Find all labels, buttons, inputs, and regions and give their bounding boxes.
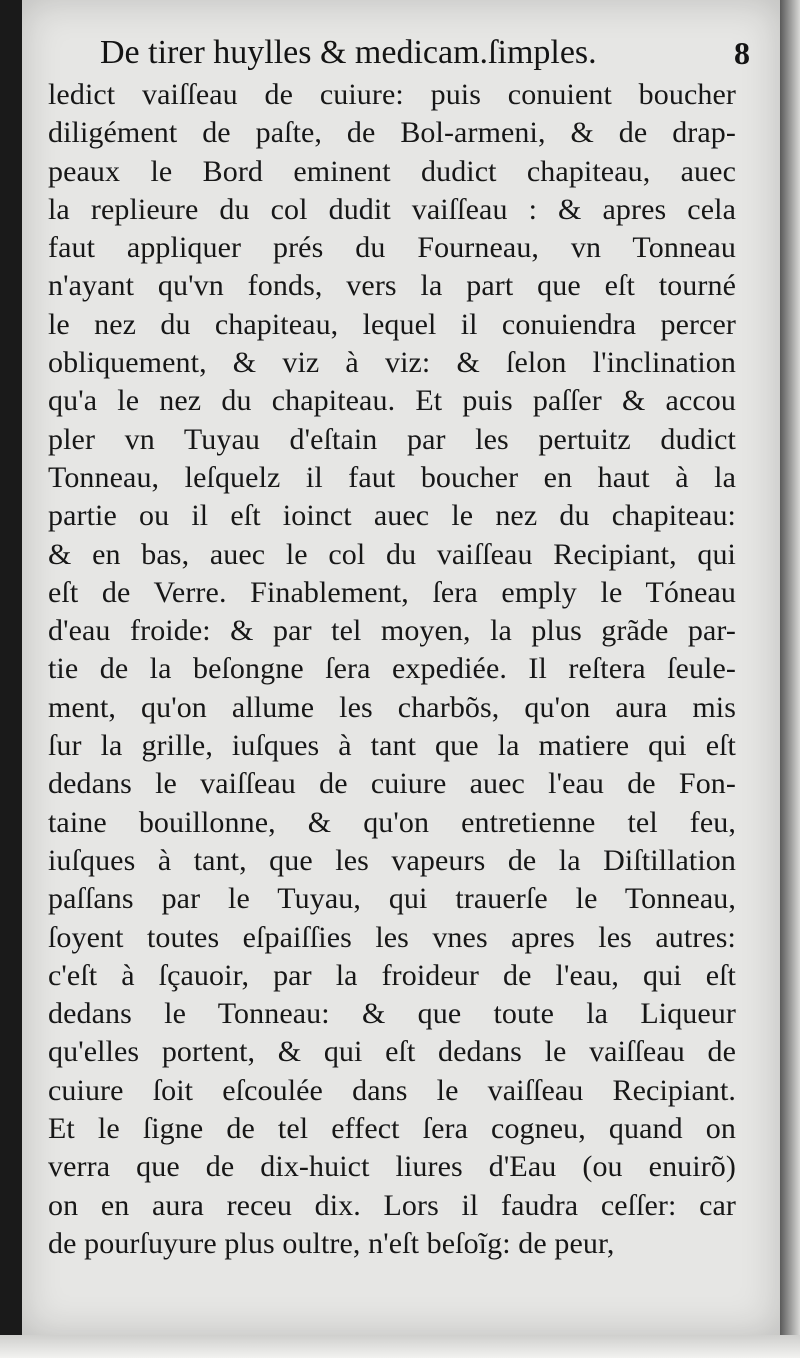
text-line: & en bas, auec le col du vaiſſeau Recipiant, qui: [48, 537, 736, 571]
text-line: n'ayant qu'vn fonds, vers la part que eſt tourné: [48, 269, 736, 303]
text-line: ſur la grille, iuſques à tant que la matiere qui eſt: [48, 729, 736, 763]
text-line: ſoyent toutes eſpaiſſies les vnes apres les autres:: [48, 920, 736, 954]
page-number: 8: [734, 35, 750, 71]
text-line: ment, qu'on allume les charbõs, qu'on aura mis: [48, 690, 736, 724]
text-line: qu'elles portent, & qui eſt dedans le vaiſſeau de: [48, 1035, 736, 1069]
text-line: on en aura receu dix. Lors il faudra ceſſer: car: [48, 1188, 736, 1222]
book-page: [22, 0, 780, 1335]
text-line: de pourſuyure plus oultre, n'eſt beſoĩg: de peur,: [48, 1226, 615, 1260]
body-text: [48, 76, 736, 1263]
text-line: dedans le Tonneau: & que toute la Liqueur: [48, 997, 736, 1031]
text-line: le nez du chapiteau, lequel il conuiendra percer: [48, 307, 736, 341]
text-line: cuiure ſoit eſcoulée dans le vaiſſeau Recipiant.: [48, 1073, 736, 1107]
page-edge-right: [780, 0, 800, 1358]
text-line: peaux le Bord eminent dudict chapiteau, auec: [48, 154, 736, 188]
text-line: iuſques à tant, que les vapeurs de la Diſtillation: [48, 843, 736, 877]
text-line: c'eſt à ſçauoir, par la froideur de l'eau, qui eſt: [48, 958, 736, 992]
text-line: eſt de Verre. Finablement, ſera emply le Tóneau: [48, 575, 736, 609]
running-head: De tirer huylles & medicam.ſimples.: [100, 34, 597, 71]
text-line: dedans le vaiſſeau de cuiure auec l'eau de Fon-: [48, 767, 736, 801]
text-line: partie ou il eſt ioinct auec le nez du chapiteau:: [48, 499, 736, 533]
text-line: Tonneau, leſquelz il faut boucher en haut à la: [48, 460, 736, 494]
text-line: faut appliquer prés du Fourneau, vn Tonneau: [48, 231, 736, 265]
text-line: Et le ſigne de tel effect ſera cogneu, quand on: [48, 1112, 736, 1146]
text-line: paſſans par le Tuyau, qui trauerſe le Tonneau,: [48, 882, 736, 916]
text-line: qu'a le nez du chapiteau. Et puis paſſer & accou: [48, 384, 736, 418]
text-line: taine bouillonne, & qu'on entretienne tel feu,: [48, 805, 736, 839]
text-line: obliquement, & viz à viz: & ſelon l'inclination: [48, 346, 736, 380]
text-line: verra que de dix-huict liures d'Eau (ou enuirõ): [48, 1150, 736, 1184]
page-edge-bottom: [0, 1335, 800, 1358]
text-line: pler vn Tuyau d'eſtain par les pertuitz dudict: [48, 422, 736, 456]
text-line: diligément de paſte, de Bol-armeni, & de drap-: [48, 116, 736, 150]
text-line: la replieure du col dudit vaiſſeau : & apres cela: [48, 192, 736, 226]
text-line: ledict vaiſſeau de cuiure: puis conuient boucher: [48, 78, 736, 111]
text-line: tie de la beſongne ſera expediée. Il reſtera ſeule-: [48, 652, 736, 686]
text-line: d'eau froide: & par tel moyen, la plus grãde par-: [48, 614, 736, 648]
